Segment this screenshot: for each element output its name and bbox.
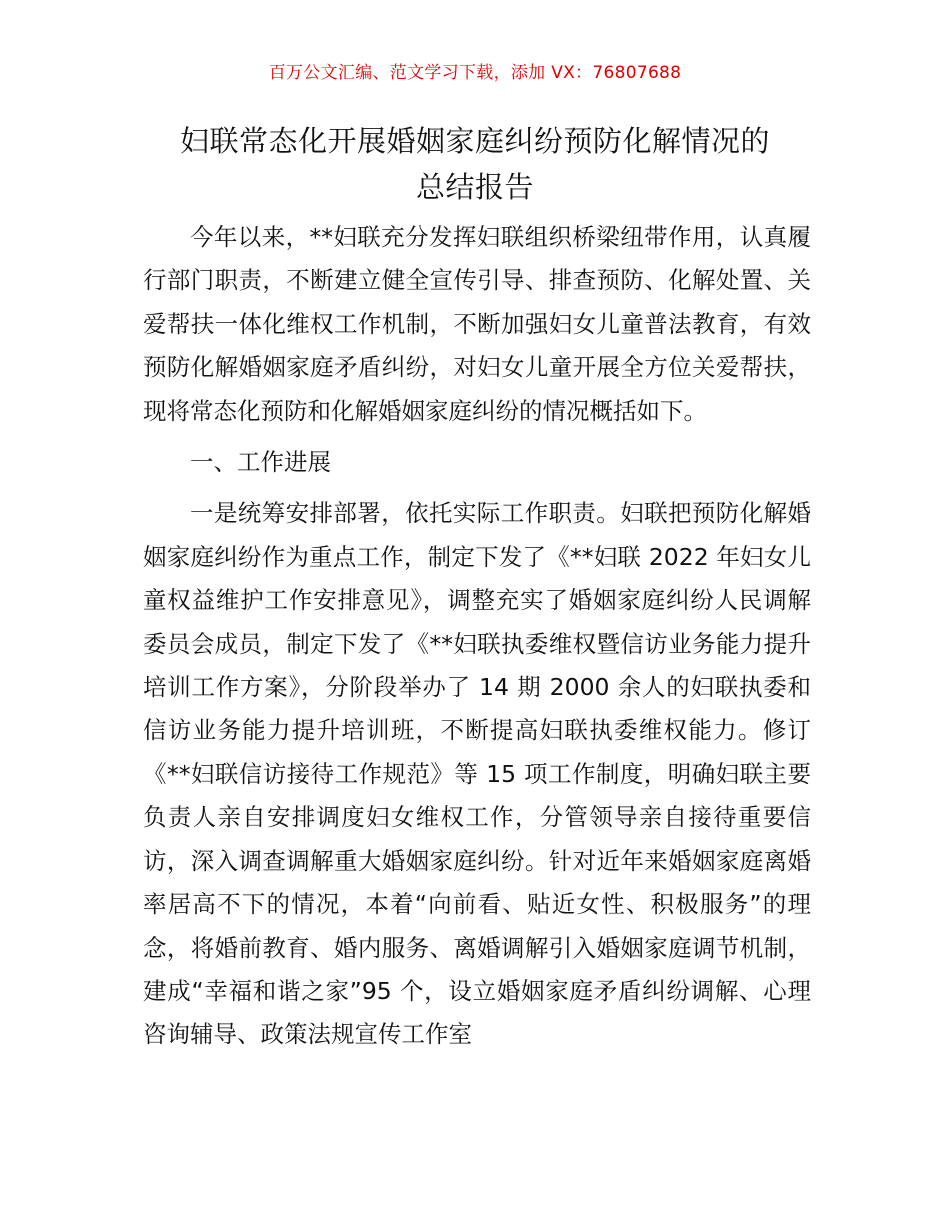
- paragraph-progress: 一是统筹安排部署，依托实际工作职责。妇联把预防化解婚姻家庭纠纷作为重点工作，制定下发了《**妇联 2022 年妇女儿童权益维护工作安排意见》，调整充实了婚姻家庭纠纷人民调解委员会成员，制定下发了《**妇联执委维权暨信访业务能力提升培训工作方案》，分阶段举办了 14 期 2000 余人的妇联执委和信访业务能力提升培训班，不断提高妇联执委维权能力。修订《**妇联信访接待工作规范》等 15 项工作制度，明确妇联主要负责人亲自安排调度妇女维权工作，分管领导亲自接待重要信访，深入调查调解重大婚姻家庭纠纷。针对近年来婚姻家庭离婚率居高不下的情况，本着“向前看、贴近女性、积极服务”的理念，将婚前教育、婚内服务、离婚调解引入婚姻家庭调节机制，建成“幸福和谐之家”95 个，设立婚姻家庭矛盾纠纷调解、心理咨询辅导、政策法规宣传工作室: [143, 499, 811, 1049]
- section-heading: 一、工作进展: [190, 448, 331, 477]
- document-body: [143, 216, 811, 1057]
- title-line-1: 妇联常态化开展婚姻家庭纠纷预防化解情况的: [179, 124, 770, 158]
- title-line-2: 总结报告: [415, 170, 534, 204]
- paragraph-intro: 今年以来，**妇联充分发挥妇联组织桥梁纽带作用，认真履行部门职责，不断建立健全宣传引导、排查预防、化解处置、关爱帮扶一体化维权工作机制，不断加强妇女儿童普法教育，有效预防化解婚姻家庭矛盾纠纷，对妇女儿童开展全方位关爱帮扶，现将常态化预防和化解婚姻家庭纠纷的情况概括如下。: [143, 223, 811, 425]
- document-title: [120, 118, 830, 210]
- header-note: 百万公文汇编、范文学习下载，添加 VX：76807688: [268, 63, 682, 83]
